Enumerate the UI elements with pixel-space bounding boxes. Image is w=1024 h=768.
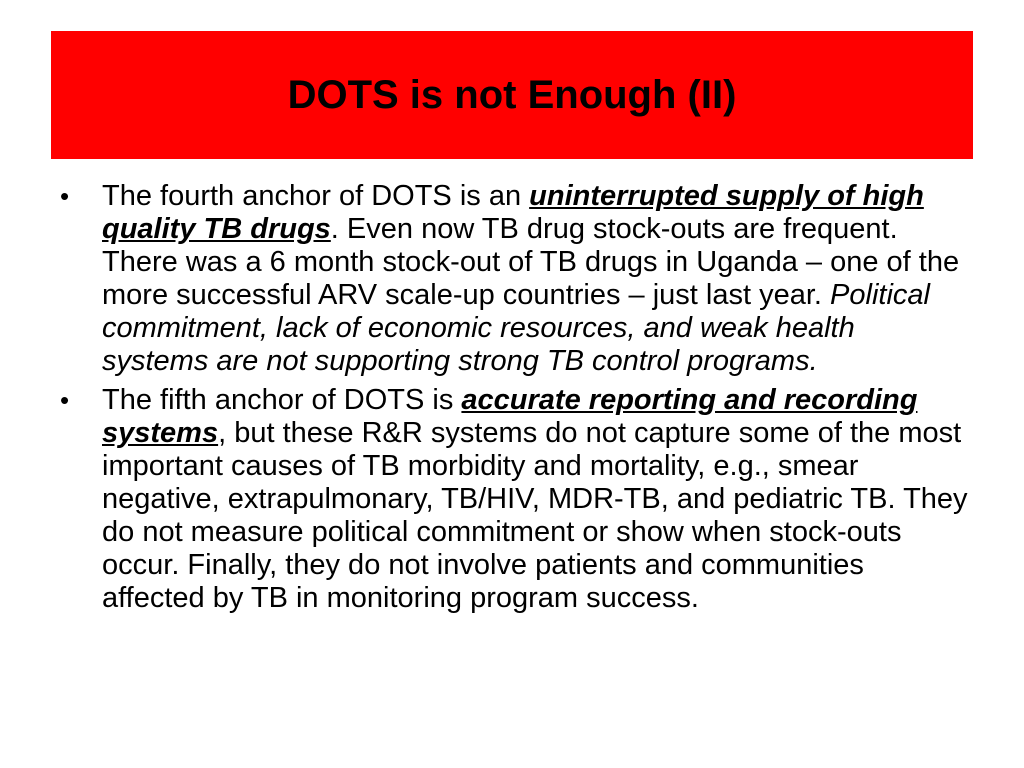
bullet-italic-note: Political commitment, lack of economic resources, and weak health systems are not supporting strong TB control programs. bbox=[102, 279, 930, 377]
bullet-dot-icon: • bbox=[60, 385, 70, 415]
bullet-emphasis: uninterrupted supply of high quality TB drugs bbox=[102, 180, 924, 245]
title-bar bbox=[51, 31, 973, 159]
bullet-body: . Even now TB drug stock-outs are frequent. There was a 6 month stock-out of TB drugs in Uganda – one of the more successful ARV scale-up countries – just last year. bbox=[102, 213, 960, 311]
bullet-body: , but these R&R systems do not capture some of the most important causes of TB morbidity and mortality, e.g., smear negative, extrapulmonary, TB/HIV, MDR-TB, and pediatric TB. They do not measure political commitment or show when stock-outs occur. Finally, they do not involve patients and communities affected by TB in monitoring program success. bbox=[102, 417, 968, 614]
slide-title: DOTS is not Enough (II) bbox=[287, 73, 737, 117]
bullet-item-fourth-anchor bbox=[58, 180, 968, 378]
bullet-intro: The fifth anchor of DOTS is bbox=[102, 384, 462, 416]
bullet-emphasis: accurate reporting and recording systems bbox=[102, 384, 918, 449]
bullet-item-fifth-anchor bbox=[58, 384, 968, 615]
bullet-intro: The fourth anchor of DOTS is an bbox=[102, 180, 530, 212]
bullet-dot-icon: • bbox=[60, 181, 70, 211]
bullet-list bbox=[58, 180, 968, 621]
